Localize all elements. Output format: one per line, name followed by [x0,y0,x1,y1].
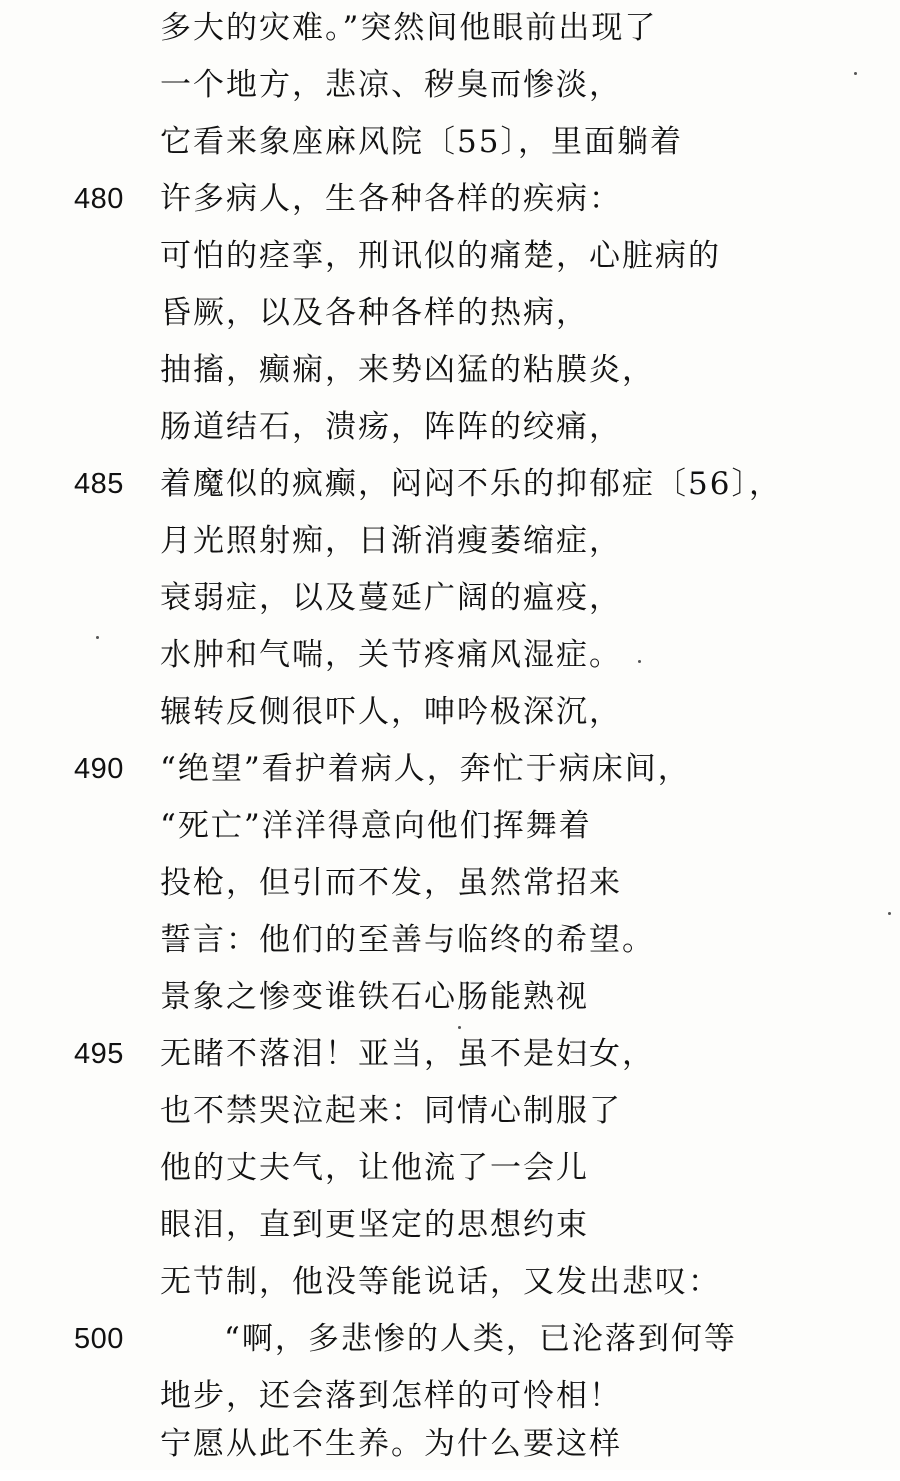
poem-line [0,8,900,65]
poem-line [0,464,900,521]
line-number: 495 [74,1038,124,1070]
poem-line [0,1424,900,1481]
line-text: 宁愿从此不生养。为什么要这样 [160,1426,622,1462]
line-number: 485 [74,468,124,500]
line-text: 抽搐，癫痫，来势凶猛的粘膜炎， [160,352,655,388]
poem-line [0,350,900,407]
line-text: 月光照射痴，日渐消瘦萎缩症， [160,523,622,559]
poem-line [0,749,900,806]
poem-line [0,65,900,122]
line-text: “啊，多悲惨的人类，已沦落到何等 [224,1321,737,1357]
line-text: 无节制，他没等能说话，又发出悲叹： [160,1264,721,1300]
line-text: 昏厥，以及各种各样的热病， [160,295,589,331]
poem-line [0,1205,900,1262]
poem-line [0,920,900,977]
line-number: 500 [74,1323,124,1355]
poem-line [0,1262,900,1319]
poem-line [0,692,900,749]
poem-line [0,863,900,920]
line-text: 投枪，但引而不发，虽然常招来 [160,865,622,901]
scan-speck [888,912,891,915]
poem-line [0,578,900,635]
line-text: 眼泪，直到更坚定的思想约束 [160,1207,589,1243]
line-text: 誓言：他们的至善与临终的希望。 [160,922,655,958]
poem-line [0,635,900,692]
poem-line [0,521,900,578]
line-text: 衰弱症，以及蔓延广阔的瘟疫， [160,580,622,616]
line-text: 他的丈夫气，让他流了一会儿 [160,1150,589,1186]
poem-line [0,1034,900,1091]
poem-line [0,977,900,1034]
poem-line [0,1319,900,1376]
line-text: 多大的灾难。”突然间他眼前出现了 [160,10,658,46]
line-text: 一个地方，悲凉、秽臭而惨淡， [160,67,622,103]
line-text: 它看来象座麻风院〔55〕，里面躺着 [160,124,683,160]
line-text: 水肿和气喘，关节疼痛风湿症。 [160,637,622,673]
scan-speck [96,636,99,639]
line-text: “死亡”洋洋得意向他们挥舞着 [160,808,592,844]
poem-line [0,806,900,863]
line-text: 景象之惨变谁铁石心肠能熟视 [160,979,589,1015]
scan-speck [458,1026,461,1029]
poem-line [0,407,900,464]
poem-line [0,122,900,179]
line-text: 可怕的痉挛，刑讯似的痛楚，心脏病的 [160,238,721,274]
poem-line [0,1148,900,1205]
scan-speck [638,660,641,663]
line-text: 辗转反侧很吓人，呻吟极深沉， [160,694,622,730]
poem-line [0,179,900,236]
poem-line [0,236,900,293]
line-number: 490 [74,753,124,785]
line-text: 地步，还会落到怎样的可怜相！ [160,1378,622,1414]
line-text: “绝望”看护着病人，奔忙于病床间， [160,751,691,787]
line-text: 无睹不落泪！亚当，虽不是妇女， [160,1036,655,1072]
line-text: 也不禁哭泣起来：同情心制服了 [160,1093,622,1129]
line-text: 许多病人，生各种各样的疾病： [160,181,622,217]
line-text: 着魔似的疯癫，闷闷不乐的抑郁症〔56〕， [160,466,782,502]
line-text: 肠道结石，溃疡，阵阵的绞痛， [160,409,622,445]
poem-line [0,293,900,350]
line-number: 480 [74,183,124,215]
poem-line [0,1091,900,1148]
scan-speck [854,72,857,75]
